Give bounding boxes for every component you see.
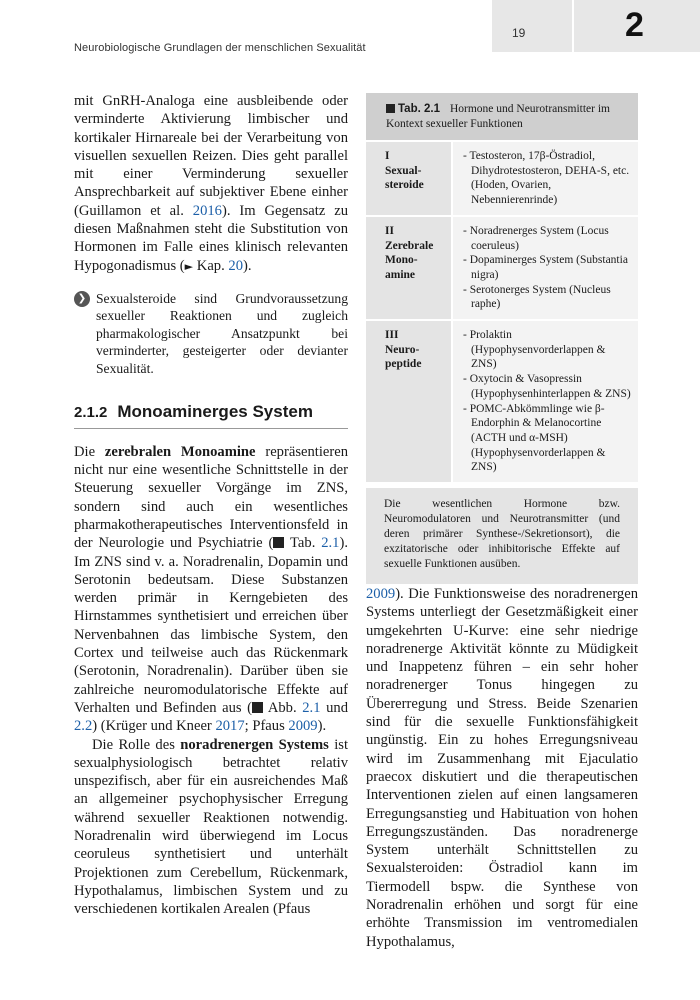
table-cell-items: [453, 321, 638, 482]
table-list-item: - Noradrenerges System (Locus coeruleus): [463, 224, 609, 252]
paragraph-text: Die: [74, 443, 105, 460]
table-row: [366, 319, 638, 482]
figure-ref-label: Abb.: [263, 699, 303, 716]
section-heading: [74, 403, 348, 428]
chapter-number: 2: [625, 6, 644, 44]
table-ref-label: Tab.: [284, 535, 322, 552]
paragraph-text: ). Die Funktionsweise des noradrenergen Systems unterliegt der Gesetzmäßigkeit einer umgekehrten U-Kurve: eine sehr niedrige noradrenerge Aktivität könnte zu Müdigkeit und Inappetenz führen – ein sehr hoher noradrenerger Tonus hingegen zu Übererregung und Stress. Beide Szenarien sind für die sexuelle Funktionsfähigkeit ungünstig. Ein zu hohes Erregungsniveau wird im Zusammenhang mit Ejaculatio praecox diskutiert und die therapeutischen Interventionen zielen auf einen langsameren Erregungsanstieg und Habituation von hohen Erregungszuständen. Das noradrenerge System unterhält Schnittstellen zu Sexualsteroiden: Östradiol kann im Tiermodell bspw. die Synthese von Noradrenalin erhöhen und sorgt für eine erhöhte Transmission im ventromedialen Hypothalamus,: [366, 586, 638, 950]
table-list-item: - Serotonerges System (Nucleus raphe): [463, 283, 611, 311]
table-list-item: - Dopaminerges System (Substantia nigra): [463, 254, 628, 281]
citation-link-2009[interactable]: 2009: [288, 718, 318, 735]
table-list-item: - Prolaktin (Hypophysenvorderlappen & ZNS): [463, 329, 606, 371]
table-row: [366, 142, 638, 215]
paragraph-text: ; Pfaus: [244, 718, 289, 735]
table-cell-category: [366, 321, 453, 482]
paragraph-hypogonadismus: [74, 92, 348, 276]
citation-link-2009[interactable]: 2009: [366, 586, 396, 602]
table-list-item: - Oxytocin & Vasopressin (Hypophysenhinterlappen & ZNS): [463, 373, 631, 400]
table-list-item: - Testosteron, 17β-Östradiol, Dihydrotestosteron, DEHA-S, etc. (Hoden, Ovarien, Nebennierenrinde): [463, 150, 630, 207]
figure-link-2-2[interactable]: 2.2: [74, 718, 93, 735]
row-category: Neuro-peptide: [385, 343, 422, 371]
row-number: III: [385, 329, 399, 342]
paragraph-text: ). Im ZNS sind v. a. Noradrenalin, Dopamin und Serotonin bedeutsam. Diese Substanzen werden primär in Kerngebieten des Hirnstammes synthetisiert und erreichen über Nervenbahnen das limbische System, den Cortex und teilweise auch das Rückenmark (Serotonin, Noradrenalin). Darüber üben sie zahlreiche neuromodulatorische Effekte auf Verhalten und Befinden aus (: [74, 535, 348, 716]
paragraph-text: repräsentieren nicht nur eine wesentliche Schnittstelle in der Steuerung sexueller Vorgänge im ZNS, sondern sind auch ein wesentliches pharmakotherapeutisches Interventionsfeld in der Neurologie und Psychiatrie (: [74, 443, 348, 552]
paragraph-text: ist sexualphysiologisch betrachtet relativ unspezifisch, aber für ein ausreichendes Maß an allgemeiner psychophysischer Erregung während sexueller Reaktionen notwendig. Noradrenalin wird überwiegend im Locus ceoruleus synthetisiert und unterhält Projektionen zum Cerebellum, Rückenmark, Hypothalamus, limbischen System und zu verschiedenen kortikalen Arealen (Pfaus: [74, 736, 348, 918]
summary-note: [74, 290, 348, 378]
right-column: [366, 585, 638, 951]
figure-link-2-1[interactable]: 2.1: [302, 699, 321, 716]
chapter-link-20[interactable]: 20: [228, 257, 243, 274]
table-row: [366, 215, 638, 319]
table-cell-category: [366, 217, 453, 319]
bold-term: zerebralen Monoamine: [104, 443, 256, 460]
section-number: 2.1.2: [74, 404, 108, 422]
figure-ref-icon: [252, 702, 263, 713]
table-cell-items: [453, 142, 638, 215]
row-number: I: [385, 150, 390, 162]
table-link-2-1[interactable]: 2.1: [321, 535, 340, 552]
chapter-ref-label: Kap.: [193, 257, 229, 274]
table-list-item: - POMC-Abkömmlinge wie β-Endorphin & Melanocortine (ACTH und α-MSH) (Hypophysenvorderlappen & ZNS): [463, 402, 606, 474]
table-footnote: Die wesentlichen Hormone bzw. Neuromodulatoren und Neurotransmitter (und deren primärer Synthese-/Sekretionsort), die exzitatorische oder inhibitorische Effekte auf sexuelle Funktionen ausüben.: [366, 482, 638, 584]
table-icon: [386, 104, 395, 113]
page-number: 19: [512, 26, 526, 40]
table-ref-icon: [273, 537, 284, 548]
hormone-table: [366, 93, 638, 584]
table-cell-category: [366, 142, 453, 215]
paragraph-monoamine: [74, 443, 348, 736]
summary-note-text: Sexualsteroide sind Grundvoraussetzung sexueller Reaktionen und zugleich pharmakologischer Ansatzpunkt bei verminderter, gesteigerter oder devianter Sexualität.: [96, 290, 348, 376]
table-caption: [366, 93, 638, 142]
row-number: II: [385, 224, 394, 237]
row-category: Sexual-steroide: [385, 164, 424, 192]
paragraph-text: ).: [243, 257, 252, 274]
row-category: Zerebrale Mono-amine: [385, 239, 434, 281]
table-label: Tab. 2.1: [398, 103, 440, 115]
running-title: Neurobiologische Grundlagen der menschlichen Sexualität: [74, 42, 366, 54]
arrow-icon: ►: [184, 259, 194, 273]
chevron-right-icon: ❯: [74, 291, 90, 307]
left-column: [74, 92, 348, 918]
citation-link-2016[interactable]: 2016: [192, 202, 222, 219]
paragraph-text: und: [320, 699, 348, 716]
header-divider: [572, 0, 574, 52]
citation-link-2017[interactable]: 2017: [215, 718, 245, 735]
paragraph-text: ) (Krüger und Kneer: [92, 718, 216, 735]
section-title: Monoaminerges System: [117, 402, 313, 422]
table-cell-items: [453, 217, 638, 319]
paragraph-text: ). Im Gegensatz zu diesen Maßnahmen steht die Substitution von Hormonen im Falle eines klinisch relevanten Hypogonadismus (: [74, 202, 348, 274]
bold-term: noradrenergen Systems: [180, 736, 329, 753]
table-caption-text: Hormone und Neurotransmitter im Kontext sexueller Funktionen: [386, 103, 610, 130]
paragraph-text: ).: [317, 718, 327, 735]
paragraph-text: mit GnRH-Analoga eine ausbleibende oder verminderte Aktivierung limbischer und kortikaler Hirnareale bei der Verarbeitung von visuellen sexuellen Reizen. Dies geht parallel mit einer Verminderung sexueller Ansprechbarkeit auf subjektiver Ebene einher (Guillamon et al.: [74, 93, 348, 219]
paragraph-noradrenergic: [74, 736, 348, 919]
paragraph-text: Die Rolle des: [92, 736, 181, 753]
paragraph-continuation: [366, 585, 638, 951]
